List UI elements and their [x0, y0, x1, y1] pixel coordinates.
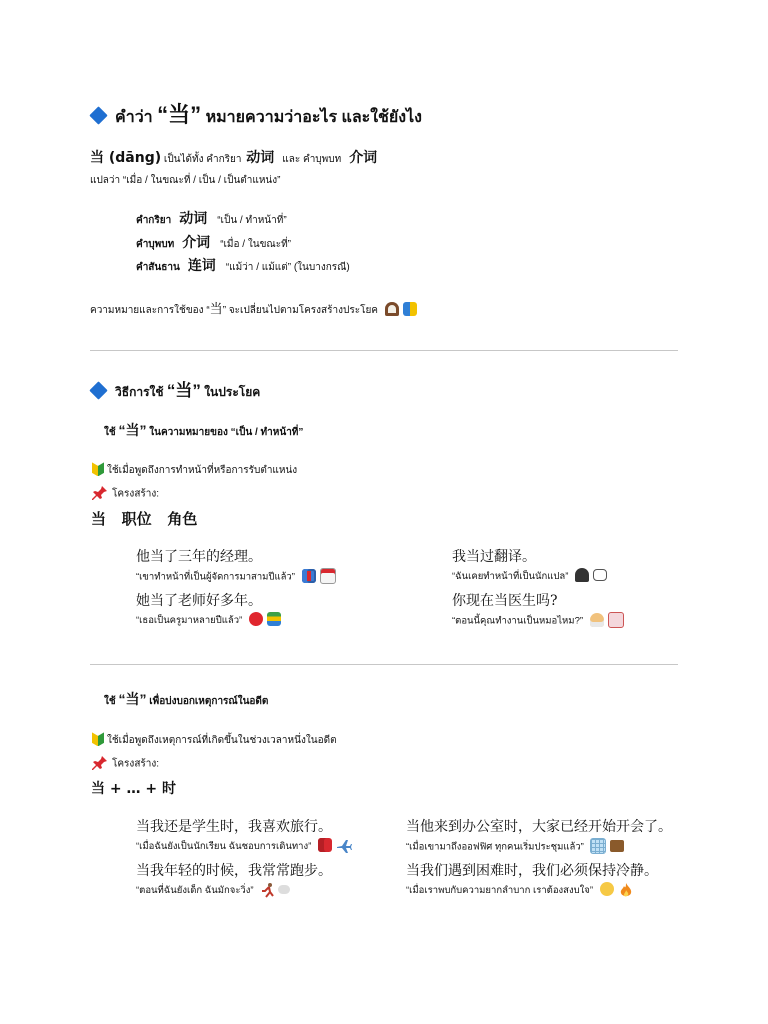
example-sentence: 我当过翻译。 — [452, 549, 536, 565]
usage-1-structure-label: โครงสร้าง: — [92, 486, 159, 502]
page-title: คำว่า “当” หมายความว่าอะไร และใช้ยังไง — [92, 98, 422, 130]
usage-2-structure: 当 + … + 时 — [91, 781, 176, 797]
usage-1-description: ใช้เมื่อพูดถึงการทำหน้าที่หรือการรับตำแหน่ง — [92, 463, 297, 478]
calendar-icon — [320, 568, 336, 584]
office-icon — [590, 838, 606, 854]
apple-icon — [249, 612, 263, 626]
hospital-icon — [608, 612, 624, 628]
usage-2-title: ใช้ “当” เพื่อบ่งบอกเหตุการณ์ในอดีต — [104, 691, 269, 707]
usage-1-title: ใช้ “当” ในความหมายของ “เป็น / ทำหน้าที่” — [104, 422, 304, 438]
fire-icon — [618, 882, 632, 896]
usage-2-structure-label: โครงสร้าง: — [92, 756, 159, 772]
doctor-icon — [590, 613, 604, 627]
example-sentence: 当我年轻的时候，我常常跑步。 — [136, 863, 332, 879]
blue-diamond-icon — [89, 107, 107, 125]
example-sentence: 他当了三年的经理。 — [136, 549, 262, 565]
dash-icon — [278, 885, 290, 894]
usage-2-description: ใช้เมื่อพูดถึงเหตุการณ์ที่เกิดขึ้นในช่วงเวลาหนึ่งในอดีต — [92, 733, 337, 748]
example-sentence: 你现在当医生吗? — [452, 593, 558, 609]
beginner-leaf-icon — [92, 462, 104, 476]
example-translation: “ตอนที่ฉันยังเด็ก ฉันมักจะวิ่ง” — [136, 883, 290, 898]
structure-note: ความหมายและการใช้ของ “当” จะเปลี่ยนไปตามโครงสร้างประโยค — [90, 298, 417, 318]
pos-row-conjunction: คำสันธาน 连词 “แม้ว่า / แม้แต่” (ในบางกรณี) — [136, 258, 350, 274]
beginner-badge-icon — [403, 302, 417, 316]
briefcase-icon — [610, 840, 624, 852]
example-translation: “เธอเป็นครูมาหลายปีแล้ว” — [136, 613, 281, 628]
example-translation: “เมื่อเขามาถึงออฟฟิศ ทุกคนเริ่มประชุมแล้ว” — [406, 839, 624, 855]
airplane-icon — [336, 838, 350, 852]
runner-icon — [260, 882, 274, 896]
usage-1-structure: 当 职位 角色 — [91, 510, 198, 528]
intro-line: 当 (dāng) เป็นได้ทั้ง คำกริยา 动词 และ คำบุพบท 介词 — [90, 150, 378, 166]
intro-meaning: แปลว่า “เมื่อ / ในขณะที่ / เป็น / เป็นตำแหน่ง” — [90, 175, 281, 186]
example-translation: “ฉันเคยทำหน้าที่เป็นนักแปล” — [452, 569, 607, 584]
example-sentence: 她当了老师好多年。 — [136, 593, 262, 609]
example-translation: “เมื่อฉันยังเป็นนักเรียน ฉันชอบการเดินทาง” — [136, 839, 350, 854]
pushpin-icon — [92, 755, 108, 771]
speech-bubble-icon — [593, 569, 607, 581]
blue-diamond-icon — [89, 382, 107, 400]
calm-face-icon — [600, 882, 614, 896]
example-sentence: 当我还是学生时，我喜欢旅行。 — [136, 819, 332, 835]
book-icon — [318, 838, 332, 852]
pos-row-verb: คำกริยา 动词 “เป็น / ทำหน้าที่” — [136, 211, 287, 227]
beginner-leaf-icon — [92, 732, 104, 746]
necktie-icon — [302, 569, 316, 583]
example-sentence: 当他来到办公室时，大家已经开始开会了。 — [406, 819, 672, 835]
speaking-head-icon — [575, 568, 589, 582]
books-icon — [267, 612, 281, 626]
example-translation: “ตอนนี้คุณทำงานเป็นหมอไหม?” — [452, 613, 624, 629]
example-sentence: 当我们遇到困难时，我们必须保持冷静。 — [406, 863, 658, 879]
pos-row-preposition: คำบุพบท 介词 “เมื่อ / ในขณะที่” — [136, 235, 291, 251]
divider — [90, 350, 678, 351]
divider — [90, 664, 678, 665]
pushpin-icon — [92, 485, 108, 501]
example-translation: “เขาทำหน้าที่เป็นผู้จัดการมาสามปีแล้ว” — [136, 569, 336, 585]
example-translation: “เมื่อเราพบกับความยากลำบาก เราต้องสงบใจ” — [406, 883, 632, 898]
mantelpiece-clock-icon — [385, 302, 399, 316]
section-heading-usage: วิธีการใช้ “当” ในประโยค — [92, 376, 260, 402]
